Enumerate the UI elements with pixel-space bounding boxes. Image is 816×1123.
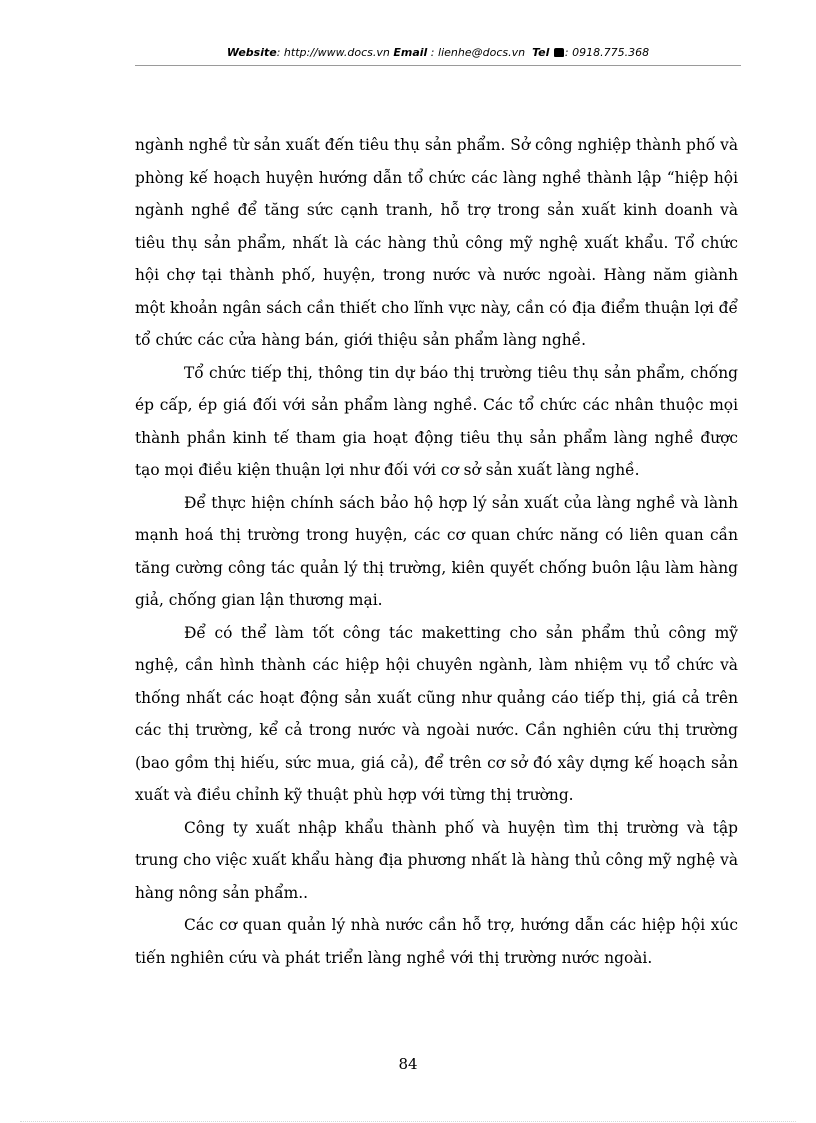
paragraph-5: Công ty xuất nhập khẩu thành phố và huyện tìm thị trường và tập trung cho việc xuất khẩu hàng địa phương nhất là hàng thủ công mỹ nghệ và hàng nông sản phẩm..	[135, 818, 738, 902]
header-divider	[135, 65, 741, 66]
paragraph-1: ngành nghề từ sản xuất đến tiêu thụ sản phẩm. Sở công nghiệp thành phố và phòng kế hoạch huyện hướng dẫn tổ chức các làng nghề thành lập “hiệp hội ngành nghề để tăng sức cạnh tranh, hỗ trợ trong sản xuất kinh doanh và tiêu thụ sản phẩm, nhất là các hàng thủ công mỹ nghệ xuất khẩu. Tổ chức hội chợ tại thành phố, huyện, trong nước và nước ngoài. Hàng năm giành một khoản ngân sách cần thiết cho lĩnh vực này, cần có địa điểm thuận lợi để tổ chức các cửa hàng bán, giới thiệu sản phẩm làng nghề.	[135, 136, 738, 349]
tel-number: : 0918.775.368	[564, 46, 650, 59]
paragraph-6: Các cơ quan quản lý nhà nước cần hỗ trợ, hướng dẫn các hiệp hội xúc tiến nghiên cứu và phát triển làng nghề với thị trường nước ngoài.	[135, 916, 738, 967]
paragraph-3: Để thực hiện chính sách bảo hộ hợp lý sản xuất của làng nghề và lành mạnh hoá thị trường trong huyện, các cơ quan chức năng có liên quan cần tăng cường công tác quản lý thị trường, kiên quyết chống buôn lậu làm hàng giả, chống gian lận thương mại.	[135, 493, 738, 609]
website-label: Website	[226, 46, 277, 59]
email-address: : lienhe@docs.vn	[427, 46, 526, 59]
website-url: : http://www.docs.vn	[276, 46, 390, 59]
page-bottom-edge	[20, 1121, 796, 1122]
page-header	[135, 46, 741, 59]
tel-label: Tel	[532, 46, 550, 59]
paragraph-4: Để có thể làm tốt công tác maketting cho sản phẩm thủ công mỹ nghệ, cần hình thành các hiệp hội chuyên ngành, làm nhiệm vụ tổ chức và thống nhất các hoạt động sản xuất cũng như quảng cáo tiếp thị, giá cả trên các thị trường, kể cả trong nước và ngoài nước. Cần nghiên cứu thị trường (bao gồm thị hiếu, sức mua, giá cả), để trên cơ sở đó xây dựng kế hoạch sản xuất và điều chỉnh kỹ thuật phù hợp với từng thị trường.	[135, 623, 738, 804]
phone-icon	[554, 48, 564, 57]
body-text	[135, 129, 738, 974]
paragraph-2: Tổ chức tiếp thị, thông tin dự báo thị trường tiêu thụ sản phẩm, chống ép cấp, ép giá đối với sản phẩm làng nghề. Các tổ chức các nhân thuộc mọi thành phần kinh tế tham gia hoạt động tiêu thụ sản phẩm làng nghề được tạo mọi điều kiện thuận lợi như đối với cơ sở sản xuất làng nghề.	[135, 363, 738, 479]
email-label: Email	[393, 46, 428, 59]
page-number: 84	[398, 1055, 418, 1073]
